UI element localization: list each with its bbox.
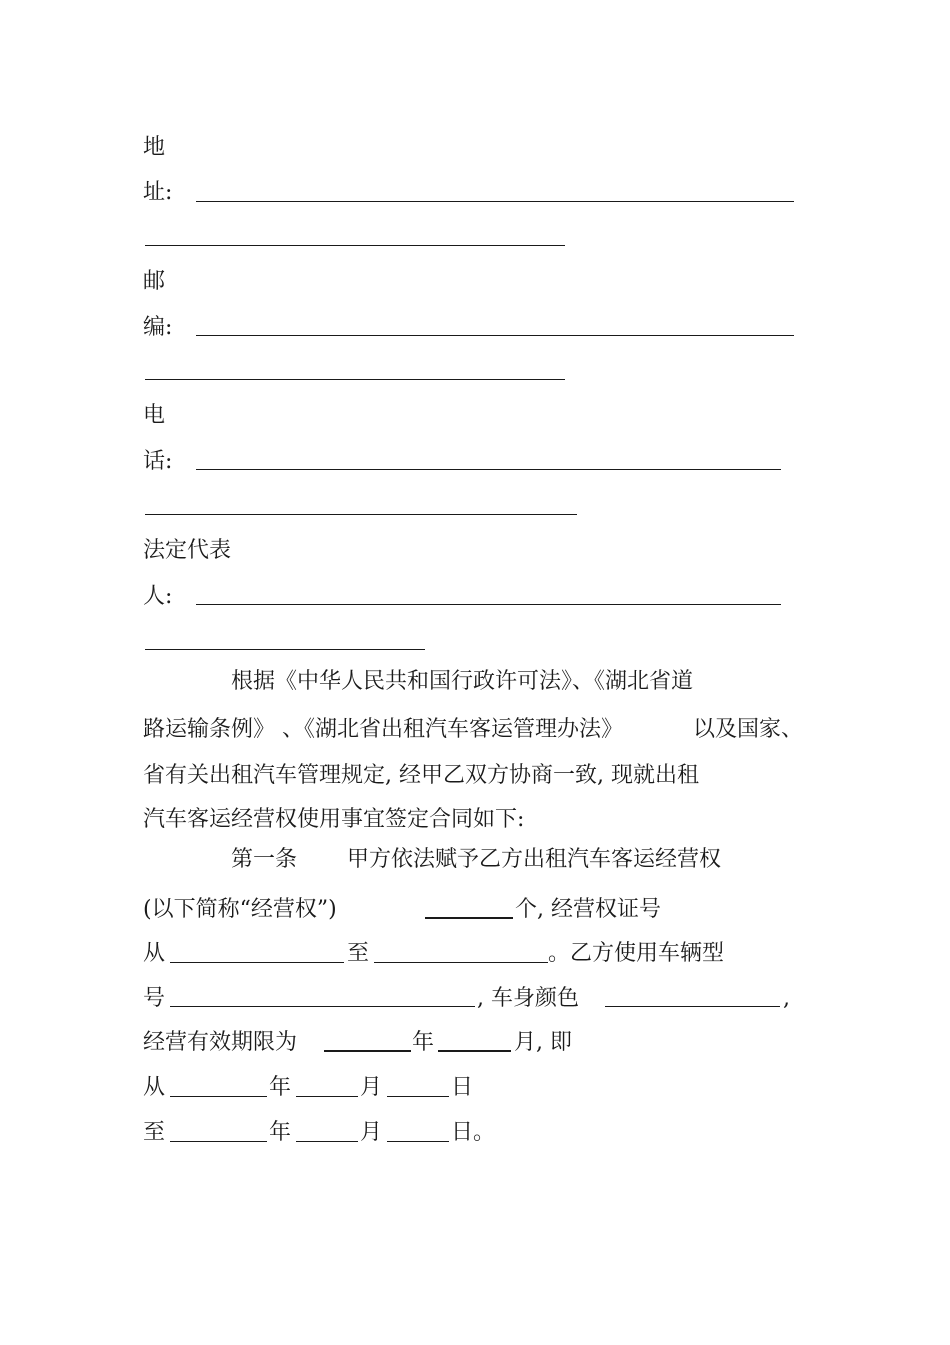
permit-no-from-blank[interactable] <box>170 962 344 963</box>
address-blank-1[interactable] <box>196 201 794 202</box>
to-label: 至 <box>143 1120 166 1145</box>
address-label-1: 地 <box>143 135 166 160</box>
term-years-blank[interactable] <box>324 1050 411 1052</box>
article-1-line-4c: , <box>783 986 790 1011</box>
postcode-blank-1[interactable] <box>196 335 794 336</box>
preamble-line-1: 根据《中华人民共和国行政许可法》、《湖北省道 <box>231 669 694 694</box>
preamble-line-2b: 以及国家、 <box>693 717 804 742</box>
permit-count-blank[interactable] <box>425 917 513 919</box>
article-1-line-3c: 。乙方使用车辆型 <box>548 941 725 966</box>
vehicle-model-blank[interactable] <box>170 1006 475 1007</box>
address-blank-2[interactable] <box>145 245 565 246</box>
article-1-line-2b: 个, 经营权证号 <box>515 897 661 922</box>
preamble-line-3: 省有关出租汽车管理规定, 经甲乙双方协商一致, 现就出租 <box>143 763 699 788</box>
article-1-line-3a: 从 <box>143 941 166 966</box>
from-year-label: 年 <box>269 1075 292 1100</box>
legal-rep-label-2: 人: <box>143 584 173 609</box>
term-months-blank[interactable] <box>438 1050 511 1052</box>
permit-no-to-blank[interactable] <box>374 962 548 963</box>
to-day-label: 日。 <box>451 1120 496 1145</box>
to-day-blank[interactable] <box>387 1141 449 1142</box>
phone-blank-2[interactable] <box>145 514 577 515</box>
article-1-line-5a: 经营有效期限为 <box>143 1030 298 1055</box>
article-1-line-4b: , 车身颜色 <box>477 986 579 1011</box>
article-1-line-5c: 月, 即 <box>514 1030 572 1055</box>
preamble-line-2a: 路运输条例》 、《湖北省出租汽车客运管理办法》 <box>143 717 623 742</box>
article-1-line-1: 甲方依法赋予乙方出租汽车客运经营权 <box>347 847 722 872</box>
preamble-line-4: 汽车客运经营权使用事宜签定合同如下: <box>143 807 525 832</box>
from-day-label: 日 <box>451 1075 474 1100</box>
postcode-label-1: 邮 <box>143 269 166 294</box>
from-month-label: 月 <box>360 1075 383 1100</box>
to-month-label: 月 <box>360 1120 383 1145</box>
article-1-line-2a: (以下简称“经营权”) <box>143 897 337 922</box>
article-1-line-4a: 号 <box>143 986 166 1011</box>
phone-blank-1[interactable] <box>196 469 781 470</box>
from-year-blank[interactable] <box>170 1096 267 1097</box>
postcode-label-2: 编: <box>143 315 173 340</box>
to-year-blank[interactable] <box>170 1141 267 1142</box>
from-day-blank[interactable] <box>387 1096 449 1097</box>
legal-rep-label-1: 法定代表 <box>143 538 232 563</box>
from-month-blank[interactable] <box>296 1096 358 1097</box>
phone-label-2: 话: <box>143 449 173 474</box>
to-month-blank[interactable] <box>296 1141 358 1142</box>
article-1-line-5b: 年 <box>412 1030 435 1055</box>
address-label-2: 址: <box>143 180 173 205</box>
from-label: 从 <box>143 1075 166 1100</box>
article-1-line-3b: 至 <box>347 941 370 966</box>
to-year-label: 年 <box>269 1120 292 1145</box>
legal-rep-blank-2[interactable] <box>145 649 425 650</box>
postcode-blank-2[interactable] <box>145 379 565 380</box>
body-color-blank[interactable] <box>605 1006 780 1007</box>
legal-rep-blank-1[interactable] <box>196 604 781 605</box>
phone-label-1: 电 <box>143 403 166 428</box>
article-1-heading: 第一条 <box>231 847 298 872</box>
